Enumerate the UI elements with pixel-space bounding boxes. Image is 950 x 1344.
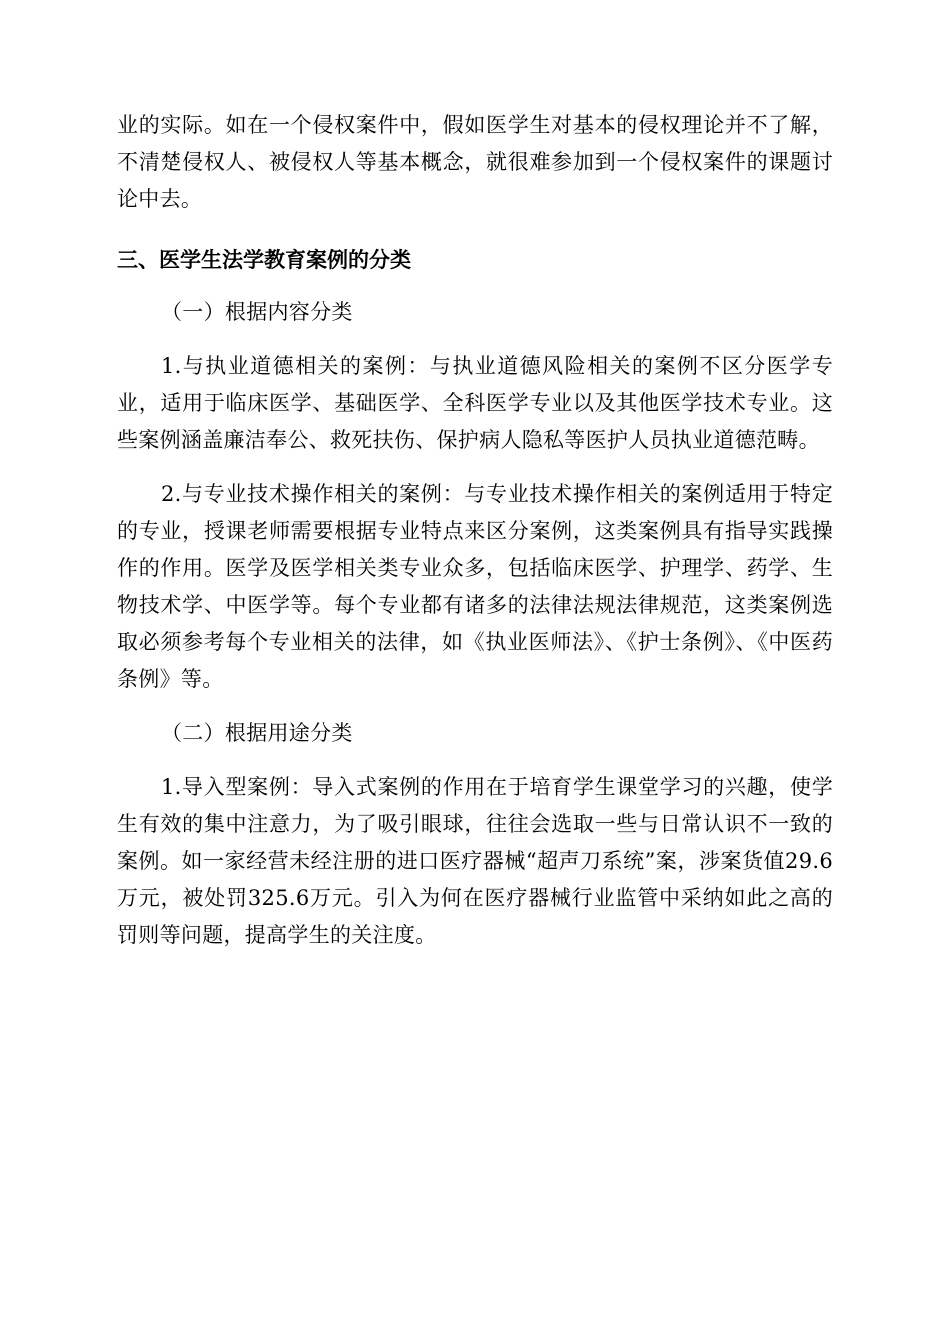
document-page [117,107,833,954]
paragraph-continuation: 业的实际。如在一个侵权案件中，假如医学生对基本的侵权理论并不了解，不清楚侵权人、被侵权人等基本概念，就很难参加到一个侵权案件的课题讨论中去。 [117,113,833,211]
paragraph-technical-cases: 2.与专业技术操作相关的案例：与专业技术操作相关的案例适用于特定的专业，授课老师需要根据专业特点来区分案例，这类案例具有指导实践操作的作用。医学及医学相关类专业众多，包括临床医学、护理学、药学、生物技术学、中医学等。每个专业都有诸多的法律法规法律规范，这类案例选取必须参考每个专业相关的法律，如《执业医师法》、《护士条例》、《中医药条例》等。 [117,482,833,691]
paragraph-intro-cases: 1.导入型案例：导入式案例的作用在于培育学生课堂学习的兴趣，使学生有效的集中注意力，为了吸引眼球，往往会选取一些与日常认识不一致的案例。如一家经营未经注册的进口医疗器械“超声刀系统”案，涉案货值29.6万元，被处罚325.6万元。引入为何在医疗器械行业监管中采纳如此之高的罚则等问题，提高学生的关注度。 [117,775,833,947]
subsection-heading-purpose: （二）根据用途分类 [161,721,353,745]
paragraph-ethics-cases: 1.与执业道德相关的案例：与执业道德风险相关的案例不区分医学专业，适用于临床医学、基础医学、全科医学专业以及其他医学技术专业。这些案例涵盖廉洁奉公、救死扶伤、保护病人隐私等医护人员执业道德范畴。 [117,354,833,452]
subsection-heading-content: （一）根据内容分类 [161,300,353,324]
section-heading: 三、医学生法学教育案例的分类 [117,248,411,272]
